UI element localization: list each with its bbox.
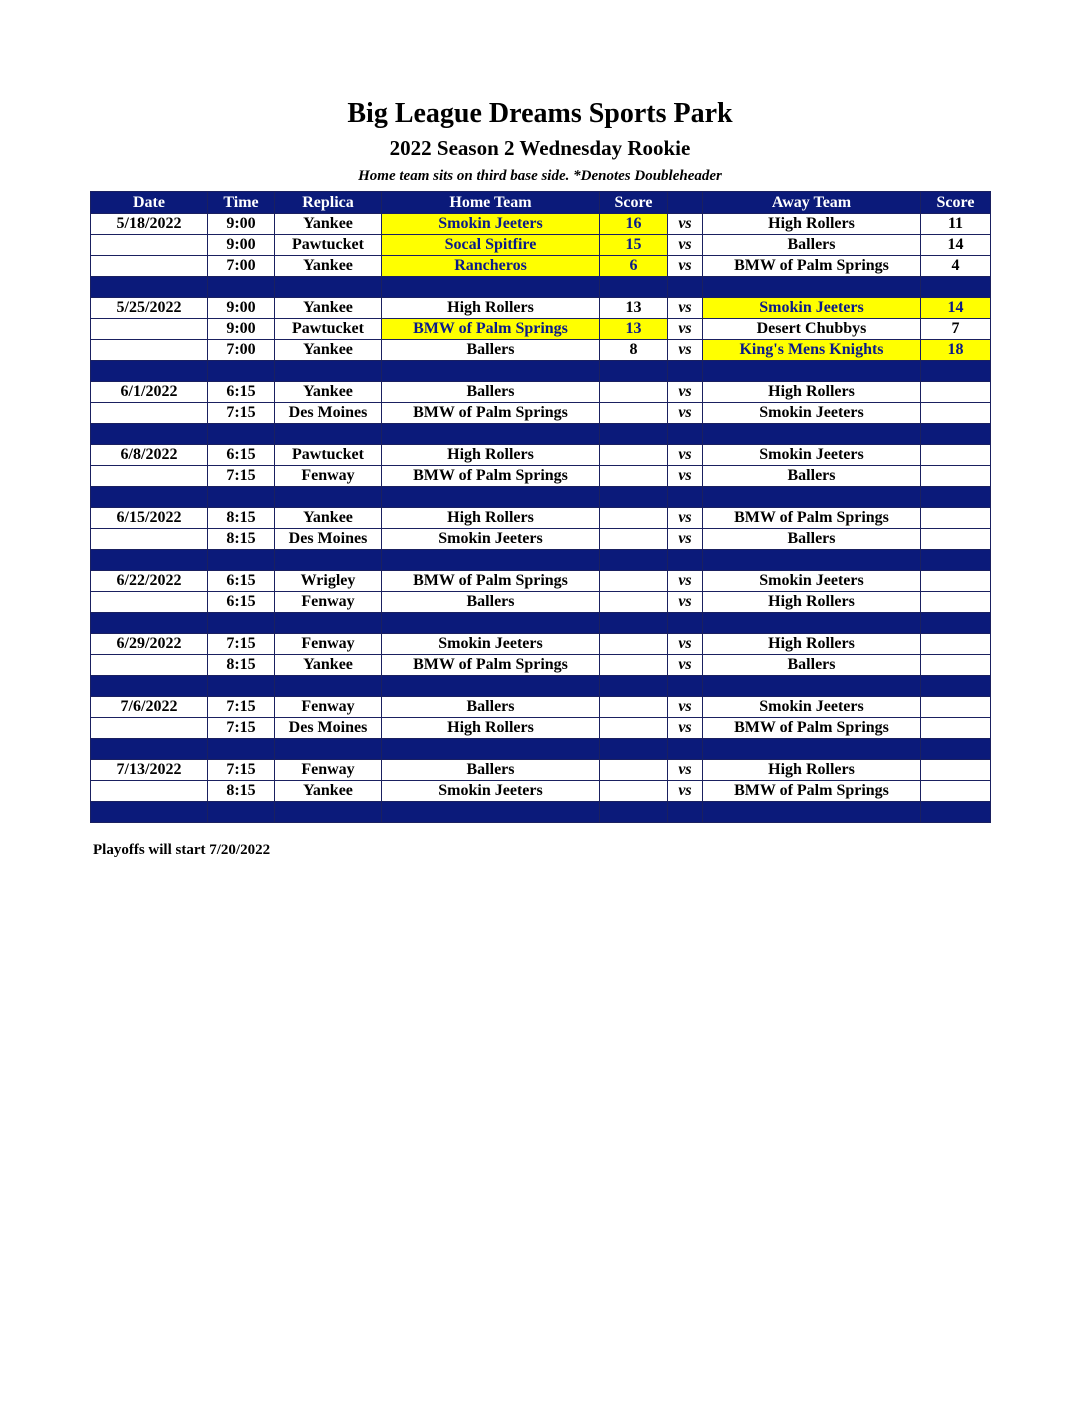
- col-header-date: Date: [91, 192, 208, 214]
- date-cell: 5/18/2022: [91, 214, 208, 235]
- home-team-cell: Smokin Jeeters: [382, 529, 600, 550]
- away-score-cell: [921, 529, 991, 550]
- date-cell: [91, 340, 208, 361]
- date-cell: [91, 592, 208, 613]
- away-team-cell: Smokin Jeeters: [703, 445, 921, 466]
- home-team-cell: Socal Spitfire: [382, 235, 600, 256]
- table-row: [91, 760, 991, 781]
- spacer-row: [91, 361, 991, 382]
- replica-cell: Yankee: [275, 382, 382, 403]
- away-score-cell: [921, 382, 991, 403]
- spacer-cell: [668, 487, 703, 508]
- date-cell: 7/6/2022: [91, 697, 208, 718]
- home-team-cell: High Rollers: [382, 718, 600, 739]
- home-score-cell: 8: [600, 340, 668, 361]
- home-score-cell: [600, 571, 668, 592]
- vs-cell: vs: [668, 382, 703, 403]
- date-cell: 6/8/2022: [91, 445, 208, 466]
- home-team-cell: Smokin Jeeters: [382, 634, 600, 655]
- away-team-cell: High Rollers: [703, 592, 921, 613]
- away-team-cell: Ballers: [703, 466, 921, 487]
- away-team-cell: BMW of Palm Springs: [703, 781, 921, 802]
- home-team-cell: High Rollers: [382, 445, 600, 466]
- home-score-cell: [600, 403, 668, 424]
- spacer-cell: [91, 550, 208, 571]
- date-cell: 7/13/2022: [91, 760, 208, 781]
- replica-cell: Yankee: [275, 214, 382, 235]
- spacer-cell: [921, 613, 991, 634]
- home-team-cell: Ballers: [382, 382, 600, 403]
- away-team-cell: Ballers: [703, 655, 921, 676]
- spacer-cell: [91, 487, 208, 508]
- home-team-cell: BMW of Palm Springs: [382, 403, 600, 424]
- away-score-cell: 7: [921, 319, 991, 340]
- time-cell: 7:15: [208, 697, 275, 718]
- home-score-cell: [600, 697, 668, 718]
- spacer-cell: [382, 487, 600, 508]
- spacer-cell: [668, 676, 703, 697]
- table-row: [91, 445, 991, 466]
- time-cell: 7:00: [208, 256, 275, 277]
- away-score-cell: [921, 571, 991, 592]
- home-team-cell: BMW of Palm Springs: [382, 655, 600, 676]
- away-team-cell: Smokin Jeeters: [703, 403, 921, 424]
- playoffs-note: Playoffs will start 7/20/2022: [93, 842, 271, 858]
- spacer-cell: [600, 487, 668, 508]
- vs-cell: vs: [668, 781, 703, 802]
- time-cell: 7:15: [208, 403, 275, 424]
- spacer-cell: [208, 613, 275, 634]
- vs-cell: vs: [668, 403, 703, 424]
- spacer-cell: [703, 361, 921, 382]
- away-score-cell: 14: [921, 235, 991, 256]
- date-cell: [91, 235, 208, 256]
- home-score-cell: [600, 382, 668, 403]
- col-header-time: Time: [208, 192, 275, 214]
- schedule-note: Home team sits on third base side. *Denotes Doubleheader: [358, 168, 722, 184]
- home-team-cell: Rancheros: [382, 256, 600, 277]
- spacer-cell: [703, 424, 921, 445]
- spacer-cell: [275, 676, 382, 697]
- home-score-cell: [600, 592, 668, 613]
- home-team-cell: Ballers: [382, 592, 600, 613]
- spacer-cell: [921, 277, 991, 298]
- spacer-row: [91, 676, 991, 697]
- spacer-cell: [208, 550, 275, 571]
- away-team-cell: High Rollers: [703, 214, 921, 235]
- spacer-row: [91, 739, 991, 760]
- away-score-cell: 4: [921, 256, 991, 277]
- time-cell: 6:15: [208, 445, 275, 466]
- col-header-home-team: Home Team: [382, 192, 600, 214]
- away-team-cell: BMW of Palm Springs: [703, 718, 921, 739]
- spacer-cell: [921, 361, 991, 382]
- spacer-row: [91, 487, 991, 508]
- spacer-cell: [275, 361, 382, 382]
- vs-cell: vs: [668, 298, 703, 319]
- spacer-cell: [703, 739, 921, 760]
- spacer-cell: [382, 361, 600, 382]
- spacer-cell: [382, 676, 600, 697]
- vs-cell: vs: [668, 655, 703, 676]
- table-row: [91, 655, 991, 676]
- spacer-cell: [91, 802, 208, 823]
- spacer-cell: [668, 739, 703, 760]
- spacer-cell: [382, 277, 600, 298]
- spacer-cell: [668, 802, 703, 823]
- home-team-cell: Smokin Jeeters: [382, 781, 600, 802]
- table-row: [91, 466, 991, 487]
- time-cell: 9:00: [208, 319, 275, 340]
- vs-cell: vs: [668, 760, 703, 781]
- vs-cell: vs: [668, 508, 703, 529]
- home-score-cell: [600, 508, 668, 529]
- spacer-cell: [91, 613, 208, 634]
- replica-cell: Des Moines: [275, 718, 382, 739]
- spacer-cell: [921, 550, 991, 571]
- spacer-row: [91, 613, 991, 634]
- schedule-table: [90, 191, 991, 823]
- replica-cell: Wrigley: [275, 571, 382, 592]
- away-score-cell: [921, 445, 991, 466]
- replica-cell: Des Moines: [275, 403, 382, 424]
- date-cell: [91, 655, 208, 676]
- vs-cell: vs: [668, 340, 703, 361]
- home-score-cell: [600, 466, 668, 487]
- home-score-cell: 16: [600, 214, 668, 235]
- replica-cell: Des Moines: [275, 529, 382, 550]
- vs-cell: vs: [668, 319, 703, 340]
- spacer-cell: [91, 676, 208, 697]
- spacer-cell: [600, 361, 668, 382]
- col-header-vs: [668, 192, 703, 214]
- home-team-cell: BMW of Palm Springs: [382, 571, 600, 592]
- away-team-cell: Smokin Jeeters: [703, 298, 921, 319]
- home-team-cell: Ballers: [382, 340, 600, 361]
- away-score-cell: [921, 592, 991, 613]
- spacer-cell: [275, 802, 382, 823]
- table-row: [91, 634, 991, 655]
- spacer-cell: [91, 277, 208, 298]
- away-team-cell: Desert Chubbys: [703, 319, 921, 340]
- home-score-cell: [600, 781, 668, 802]
- home-team-cell: Ballers: [382, 697, 600, 718]
- table-row: [91, 508, 991, 529]
- spacer-cell: [600, 613, 668, 634]
- table-row: [91, 256, 991, 277]
- replica-cell: Fenway: [275, 697, 382, 718]
- home-team-cell: High Rollers: [382, 298, 600, 319]
- table-row: [91, 382, 991, 403]
- replica-cell: Yankee: [275, 781, 382, 802]
- time-cell: 6:15: [208, 571, 275, 592]
- date-cell: 5/25/2022: [91, 298, 208, 319]
- spacer-cell: [382, 550, 600, 571]
- spacer-cell: [600, 739, 668, 760]
- date-cell: [91, 718, 208, 739]
- away-score-cell: [921, 781, 991, 802]
- table-row: [91, 214, 991, 235]
- date-cell: [91, 529, 208, 550]
- spacer-cell: [600, 676, 668, 697]
- spacer-cell: [703, 550, 921, 571]
- table-row: [91, 781, 991, 802]
- away-score-cell: 18: [921, 340, 991, 361]
- spacer-cell: [91, 739, 208, 760]
- away-team-cell: Ballers: [703, 235, 921, 256]
- spacer-cell: [703, 277, 921, 298]
- time-cell: 9:00: [208, 298, 275, 319]
- table-header-row: [91, 192, 991, 214]
- away-score-cell: 11: [921, 214, 991, 235]
- table-row: [91, 298, 991, 319]
- home-score-cell: 13: [600, 319, 668, 340]
- home-score-cell: [600, 529, 668, 550]
- home-score-cell: 13: [600, 298, 668, 319]
- home-team-cell: BMW of Palm Springs: [382, 319, 600, 340]
- home-team-cell: Smokin Jeeters: [382, 214, 600, 235]
- spacer-cell: [703, 613, 921, 634]
- replica-cell: Yankee: [275, 655, 382, 676]
- time-cell: 6:15: [208, 382, 275, 403]
- time-cell: 6:15: [208, 592, 275, 613]
- away-score-cell: [921, 634, 991, 655]
- spacer-cell: [382, 739, 600, 760]
- spacer-cell: [208, 487, 275, 508]
- spacer-cell: [208, 277, 275, 298]
- spacer-cell: [275, 424, 382, 445]
- home-score-cell: [600, 655, 668, 676]
- away-score-cell: [921, 760, 991, 781]
- away-score-cell: [921, 403, 991, 424]
- spacer-cell: [668, 424, 703, 445]
- spacer-row: [91, 550, 991, 571]
- spacer-cell: [600, 277, 668, 298]
- time-cell: 7:15: [208, 634, 275, 655]
- replica-cell: Fenway: [275, 466, 382, 487]
- col-header-replica: Replica: [275, 192, 382, 214]
- away-team-cell: BMW of Palm Springs: [703, 508, 921, 529]
- spacer-cell: [275, 613, 382, 634]
- spacer-cell: [382, 802, 600, 823]
- replica-cell: Yankee: [275, 508, 382, 529]
- home-score-cell: [600, 634, 668, 655]
- replica-cell: Pawtucket: [275, 319, 382, 340]
- spacer-cell: [921, 424, 991, 445]
- table-row: [91, 319, 991, 340]
- spacer-cell: [208, 361, 275, 382]
- spacer-cell: [208, 676, 275, 697]
- spacer-cell: [921, 739, 991, 760]
- time-cell: 9:00: [208, 235, 275, 256]
- spacer-cell: [703, 487, 921, 508]
- replica-cell: Fenway: [275, 592, 382, 613]
- col-header-away-score: Score: [921, 192, 991, 214]
- time-cell: 8:15: [208, 655, 275, 676]
- vs-cell: vs: [668, 592, 703, 613]
- table-row: [91, 235, 991, 256]
- replica-cell: Yankee: [275, 256, 382, 277]
- away-team-cell: High Rollers: [703, 634, 921, 655]
- spacer-cell: [668, 613, 703, 634]
- replica-cell: Yankee: [275, 298, 382, 319]
- spacer-cell: [208, 424, 275, 445]
- away-team-cell: Smokin Jeeters: [703, 697, 921, 718]
- vs-cell: vs: [668, 466, 703, 487]
- page-title: Big League Dreams Sports Park: [347, 98, 733, 129]
- home-score-cell: 15: [600, 235, 668, 256]
- date-cell: 6/15/2022: [91, 508, 208, 529]
- time-cell: 7:15: [208, 760, 275, 781]
- away-score-cell: [921, 718, 991, 739]
- spacer-cell: [921, 802, 991, 823]
- away-score-cell: [921, 508, 991, 529]
- time-cell: 7:15: [208, 718, 275, 739]
- away-team-cell: High Rollers: [703, 382, 921, 403]
- home-score-cell: 6: [600, 256, 668, 277]
- home-score-cell: [600, 445, 668, 466]
- spacer-cell: [208, 802, 275, 823]
- col-header-away-team: Away Team: [703, 192, 921, 214]
- date-cell: [91, 403, 208, 424]
- date-cell: [91, 781, 208, 802]
- vs-cell: vs: [668, 697, 703, 718]
- spacer-cell: [668, 277, 703, 298]
- table-row: [91, 697, 991, 718]
- home-score-cell: [600, 760, 668, 781]
- spacer-cell: [208, 739, 275, 760]
- vs-cell: vs: [668, 571, 703, 592]
- spacer-cell: [668, 550, 703, 571]
- spacer-cell: [921, 487, 991, 508]
- schedule-body: [91, 214, 991, 823]
- away-score-cell: [921, 655, 991, 676]
- table-row: [91, 340, 991, 361]
- table-row: [91, 403, 991, 424]
- away-score-cell: [921, 466, 991, 487]
- time-cell: 8:15: [208, 781, 275, 802]
- time-cell: 7:15: [208, 466, 275, 487]
- vs-cell: vs: [668, 529, 703, 550]
- spacer-cell: [275, 550, 382, 571]
- spacer-cell: [275, 487, 382, 508]
- time-cell: 7:00: [208, 340, 275, 361]
- away-score-cell: 14: [921, 298, 991, 319]
- away-team-cell: Smokin Jeeters: [703, 571, 921, 592]
- page-subtitle: 2022 Season 2 Wednesday Rookie: [389, 136, 691, 160]
- vs-cell: vs: [668, 634, 703, 655]
- spacer-row: [91, 424, 991, 445]
- away-team-cell: King's Mens Knights: [703, 340, 921, 361]
- home-team-cell: BMW of Palm Springs: [382, 466, 600, 487]
- spacer-cell: [668, 361, 703, 382]
- away-score-cell: [921, 697, 991, 718]
- vs-cell: vs: [668, 214, 703, 235]
- home-team-cell: Ballers: [382, 760, 600, 781]
- spacer-cell: [275, 739, 382, 760]
- table-row: [91, 718, 991, 739]
- spacer-row: [91, 802, 991, 823]
- vs-cell: vs: [668, 235, 703, 256]
- vs-cell: vs: [668, 445, 703, 466]
- spacer-cell: [600, 424, 668, 445]
- spacer-cell: [600, 550, 668, 571]
- date-cell: [91, 256, 208, 277]
- replica-cell: Pawtucket: [275, 235, 382, 256]
- date-cell: 6/1/2022: [91, 382, 208, 403]
- table-row: [91, 592, 991, 613]
- col-header-home-score: Score: [600, 192, 668, 214]
- away-team-cell: BMW of Palm Springs: [703, 256, 921, 277]
- spacer-cell: [91, 424, 208, 445]
- date-cell: [91, 319, 208, 340]
- spacer-cell: [921, 676, 991, 697]
- time-cell: 9:00: [208, 214, 275, 235]
- vs-cell: vs: [668, 718, 703, 739]
- spacer-cell: [275, 277, 382, 298]
- time-cell: 8:15: [208, 508, 275, 529]
- date-cell: [91, 466, 208, 487]
- table-row: [91, 529, 991, 550]
- spacer-cell: [600, 802, 668, 823]
- spacer-cell: [382, 613, 600, 634]
- home-team-cell: High Rollers: [382, 508, 600, 529]
- replica-cell: Pawtucket: [275, 445, 382, 466]
- replica-cell: Yankee: [275, 340, 382, 361]
- spacer-cell: [91, 361, 208, 382]
- replica-cell: Fenway: [275, 634, 382, 655]
- spacer-cell: [703, 676, 921, 697]
- time-cell: 8:15: [208, 529, 275, 550]
- spacer-cell: [703, 802, 921, 823]
- date-cell: 6/29/2022: [91, 634, 208, 655]
- date-cell: 6/22/2022: [91, 571, 208, 592]
- away-team-cell: High Rollers: [703, 760, 921, 781]
- away-team-cell: Ballers: [703, 529, 921, 550]
- vs-cell: vs: [668, 256, 703, 277]
- spacer-row: [91, 277, 991, 298]
- replica-cell: Fenway: [275, 760, 382, 781]
- table-row: [91, 571, 991, 592]
- home-score-cell: [600, 718, 668, 739]
- spacer-cell: [382, 424, 600, 445]
